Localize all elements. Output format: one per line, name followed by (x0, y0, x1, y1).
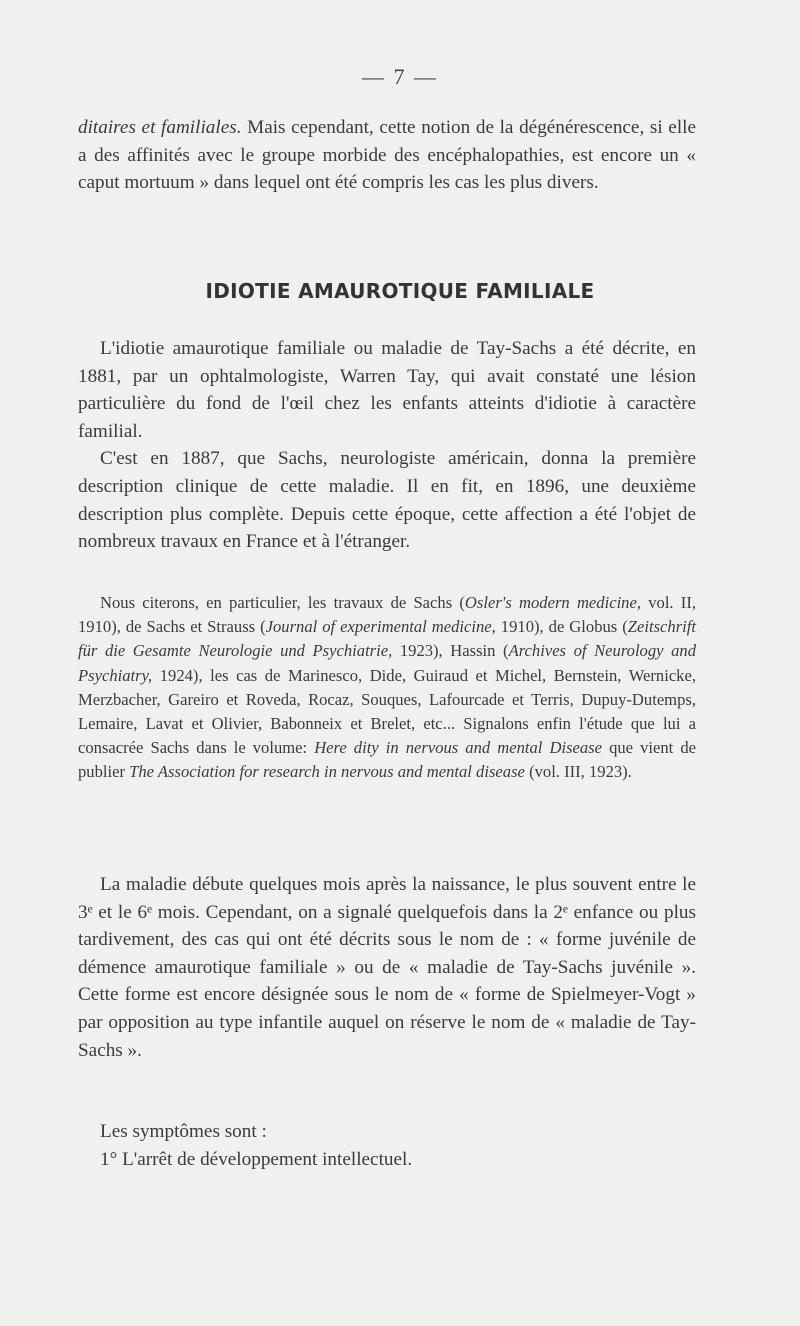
section-heading: IDIOTIE AMAUROTIQUE FAMILIALE (205, 279, 595, 303)
note-block (78, 591, 696, 785)
note-italic: Osler's modern medicine, (464, 593, 641, 612)
intro-italic: ditaires et familiales. (78, 117, 242, 138)
note-text: 1924), les cas de Marinesco, Dide, Guiraud et Michel, Bernstein, Wernicke, Merzbacher, Gareiro et Roveda, Rocaz, Souques, Lafourcade et Terris, Dupuy-Dutemps, Lemaire, Lavat et Olivier, Babonneix et Brelet, etc... Signalons enfin l'étude que lui a consacrée Sachs dans le volume: (78, 665, 696, 758)
citation-note (78, 591, 696, 785)
paragraph-3-block (78, 871, 696, 1064)
symptoms-block (78, 1118, 696, 1173)
note-text: vol. II, 1910), de Sachs et Strauss ( (78, 593, 696, 637)
note-text: 1923), Hassin ( (392, 641, 509, 661)
symptoms-intro: Les symptômes sont : (100, 1121, 267, 1142)
note-italic: The Association for research in nervous and mental disease (129, 762, 525, 782)
paragraph-2: C'est en 1887, que Sachs, neurologiste américain, donna la première description clinique de cette maladie. Il en fit, en 1896, une deuxième description plus complète. Depuis cette époque, cette affection a été l'objet de nombreux travaux en France et à l'étranger. (78, 448, 696, 553)
paragraph-1: L'idiotie amaurotique familiale ou maladie de Tay-Sachs a été décrite, en 1881, par un ophtalmologiste, Warren Tay, qui avait constaté une lésion particulière du fond de l'œil chez les enfants atteints d'idiotie à caractère familial. (78, 338, 696, 442)
note-text: que vient de publier (78, 738, 696, 782)
note-italic: Archives of Neurology and Psychiatry, (78, 641, 696, 685)
note-italic: Here dity in nervous and mental Disease (314, 738, 603, 758)
note-text: Nous citerons, en particulier, les travaux de Sachs ( (100, 593, 465, 612)
symptom-1: 1° L'arrêt de développement intellectuel. (100, 1148, 413, 1170)
intro-text: Mais cependant, cette notion de la dégénérescence, si elle a des affinités avec le groupe morbide des encéphalopathies, est encore un « caput mortuum » dans lequel ont été compris les cas les plus divers. (78, 117, 696, 194)
note-italic: Journal of experimental medicine, (265, 617, 496, 637)
intro-block (78, 114, 696, 197)
paragraph-3: La maladie débute quelques mois après la naissance, le plus souvent entre le 3ᵉ et le 6ᵉ mois. Cependant, on a signalé quelquefois dans la 2ᵉ enfance ou plus tardivement, des cas qui ont été décrits sous le nom de : « forme juvénile de démence amaurotique familiale » ou de « maladie de Tay-Sachs juvénile ». Cette forme est encore désignée sous le nom de « forme de Spielmeyer-Vogt » par opposition au type infantile auquel on réserve le nom de « maladie de Tay-Sachs ». (78, 874, 696, 1061)
page-number: — 7 — (362, 64, 438, 89)
note-italic: Zeitschrift für die Gesamte Neurologie und Psychiatrie, (78, 617, 696, 661)
intro-paragraph (78, 114, 696, 197)
note-text: (vol. III, 1923). (524, 762, 632, 782)
note-text: 1910), de Globus ( (495, 617, 628, 637)
paragraphs-block (78, 335, 696, 556)
